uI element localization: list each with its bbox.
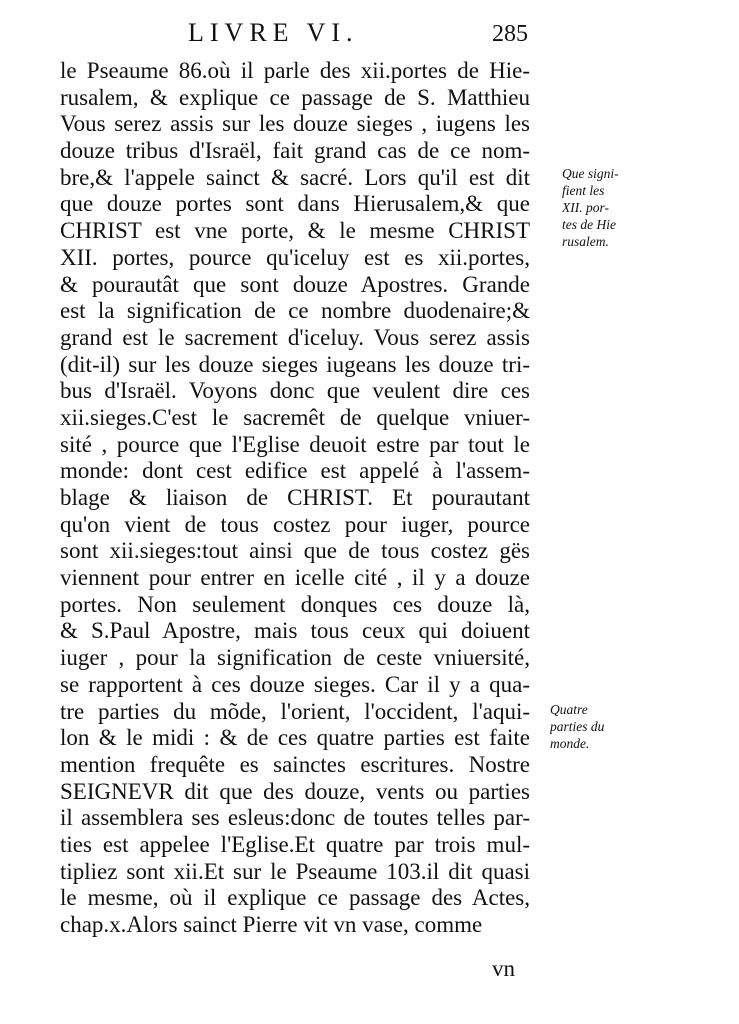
text-line: SEIGNEVR dit que des douze, vents ou parties <box>60 778 530 804</box>
text-line: portes. Non seulement donques ces douze là, <box>60 591 530 617</box>
text-line: (dit-il) sur les douze sieges iugeans les douze tri- <box>60 351 530 377</box>
text-line: grand est le sacrement d'iceluy. Vous serez assis <box>60 324 530 350</box>
text-line: sité , pource que l'Eglise deuoit estre par tout le <box>60 431 530 457</box>
page-number: 285 <box>492 21 528 47</box>
text-line: que douze portes sont dans Hierusalem,& que <box>60 191 530 217</box>
text-line: ties est appelee l'Eglise.Et quatre par trois mul- <box>60 831 530 857</box>
text-line: & S.Paul Apostre, mais tous ceux qui doiuent <box>60 618 530 644</box>
margin-note-line: tes de Hie <box>562 217 616 232</box>
text-line: le mesme, où il explique ce passage des Actes, <box>60 885 530 911</box>
text-line: le Pseaume 86.où il parle des xii.portes de Hie- <box>60 58 530 83</box>
margin-note-line: monde. <box>550 736 590 751</box>
text-line: il assemblera ses esleus:donc de toutes telles par- <box>60 805 530 831</box>
text-line: chap.x.Alors sainct Pierre vit vn vase, comme <box>60 912 483 937</box>
text-line: XII. portes, pource qu'iceluy est es xii.portes, <box>60 244 530 270</box>
text-line: viennent pour entrer en icelle cité , il y a douze <box>60 565 530 591</box>
margin-note-parties <box>550 702 628 753</box>
text-line: CHRIST est vne porte, & le mesme CHRIST <box>60 218 530 244</box>
text-line: sont xii.sieges:tout ainsi que de tous costez gës <box>60 538 530 564</box>
text-line: & pourautât que sont douze Apostres. Grande <box>60 271 530 297</box>
running-title: LIVRE VI. <box>188 18 359 47</box>
text-line: se rapportent à ces douze sieges. Car il y a qua- <box>60 671 530 697</box>
margin-note-line: XII. por- <box>562 200 609 215</box>
margin-note-line: fient les <box>562 183 605 198</box>
catchword: vn <box>492 956 515 981</box>
text-line: blage & liaison de CHRIST. Et pourautant <box>60 485 530 510</box>
text-line: bus d'Israël. Voyons donc que veulent dire ces <box>60 378 530 404</box>
text-line: tipliez sont xii.Et sur le Pseaume 103.il dit quasi <box>60 858 530 884</box>
margin-note-line: Quatre <box>550 702 588 717</box>
text-line: iuger , pour la signification de ceste vniuersité, <box>60 645 530 671</box>
text-line: lon & le midi : & de ces quatre parties est faite <box>60 725 530 751</box>
text-line: xii.sieges.C'est le sacremêt de quelque vniuer- <box>60 404 530 430</box>
text-line: qu'on vient de tous costez pour iuger, pource <box>60 511 530 537</box>
margin-note-line: Que signi- <box>562 166 619 181</box>
body-text <box>60 58 530 939</box>
margin-note-portes <box>562 166 640 251</box>
text-line: Vous serez assis sur les douze sieges , iugens les <box>60 111 530 137</box>
text-line: rusalem, & explique ce passage de S. Matthieu <box>60 84 530 110</box>
text-line: tre parties du mõde, l'orient, l'occident, l'aqui- <box>60 698 530 724</box>
margin-note-line: parties du <box>550 719 605 734</box>
text-line: bre,& l'appele sainct & sacré. Lors qu'il est dit <box>60 164 530 190</box>
text-line: monde: dont cest edifice est appelé à l'assem- <box>60 458 530 484</box>
text-line: douze tribus d'Israël, fait grand cas de ce nom- <box>60 138 530 164</box>
text-line: mention frequête es sainctes escritures. Nostre <box>60 751 530 777</box>
text-line: est la signification de ce nombre duodenaire;& <box>60 298 530 324</box>
margin-note-line: rusalem. <box>562 234 609 249</box>
